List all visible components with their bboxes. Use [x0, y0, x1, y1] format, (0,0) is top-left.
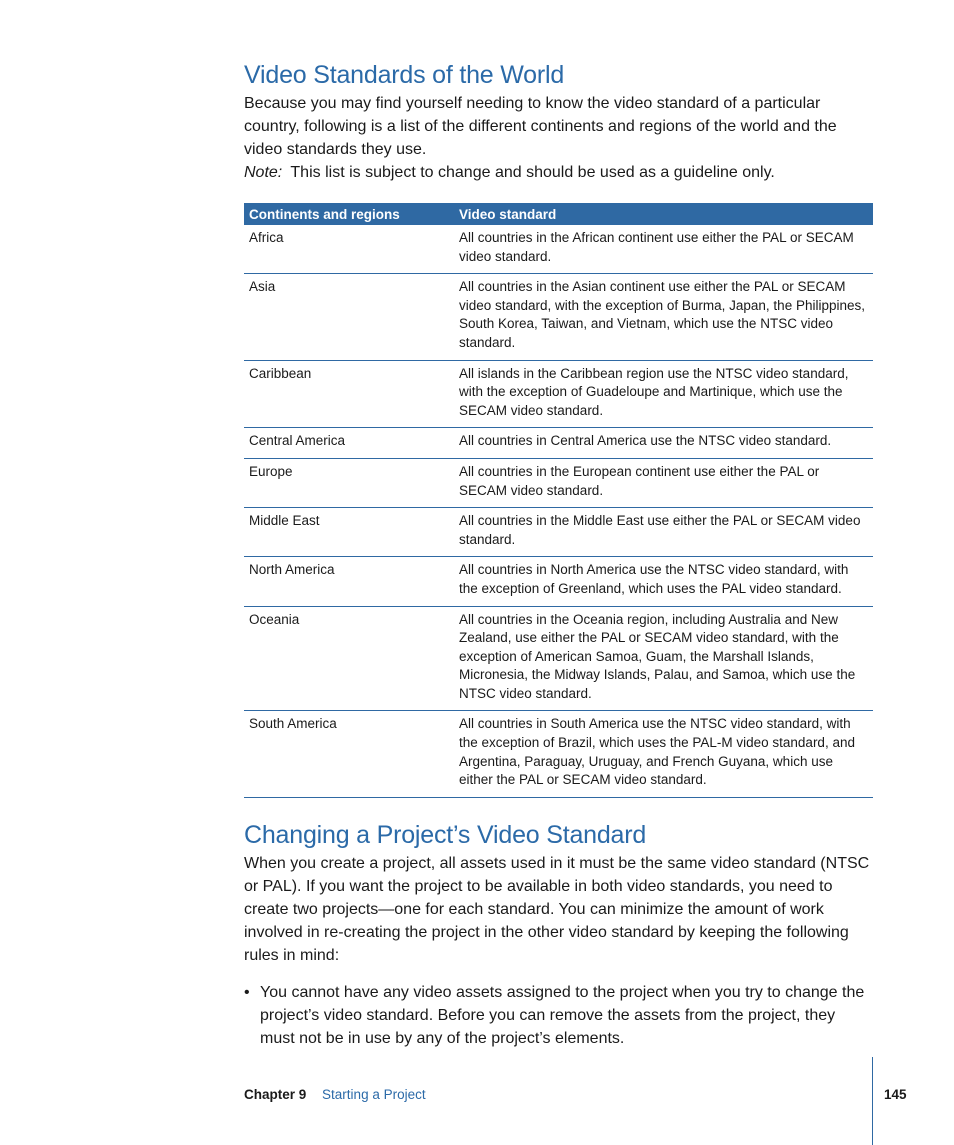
rules-list [244, 981, 874, 1050]
section-changing-standard [244, 818, 874, 1050]
page-footer [244, 1087, 426, 1102]
table-row [244, 225, 873, 274]
footer-chapter: Chapter 9 [244, 1087, 307, 1102]
standard-cell: All countries in South America use the NTSC video standard, with the exception of Brazil, which uses the PAL-M video standard, and Argentina, Paraguay, Uruguay, and French Guyana, which use either the PAL or SECAM video standard. [454, 711, 873, 797]
standard-cell: All countries in the Middle East use either the PAL or SECAM video standard. [454, 508, 873, 557]
table-row [244, 274, 873, 360]
note-paragraph [244, 161, 874, 184]
table-header-row [244, 203, 873, 225]
table-row [244, 428, 873, 459]
table-row [244, 360, 873, 428]
table-row [244, 711, 873, 797]
region-cell: Europe [244, 458, 454, 507]
standard-cell: All islands in the Caribbean region use the NTSC video standard, with the exception of Guadeloupe and Martinique, which use the SECAM video standard. [454, 360, 873, 428]
section-video-standards [244, 58, 874, 798]
note-text: This list is subject to change and should be used as a guideline only. [290, 164, 775, 181]
section-title-video-standards: Video Standards of the World [244, 61, 565, 89]
page-number: 145 [884, 1087, 907, 1102]
bullet-icon: • [244, 984, 250, 1001]
video-standards-table [244, 203, 873, 798]
table-row [244, 606, 873, 711]
table-row [244, 458, 873, 507]
region-cell: Caribbean [244, 360, 454, 428]
note-label: Note: [244, 164, 283, 181]
region-cell: Middle East [244, 508, 454, 557]
section-intro-paragraph: Because you may find yourself needing to know the video standard of a particular country, following is a list of the different continents and regions of the world and the video standards they use. [244, 95, 837, 158]
standard-cell: All countries in the Oceania region, including Australia and New Zealand, use either the PAL or SECAM video standard, with the exception of American Samoa, Guam, the Marshall Islands, Micronesia, the Midway Islands, Palau, and Samoa, which use the NTSC video standard. [454, 606, 873, 711]
table-row [244, 557, 873, 606]
region-cell: Africa [244, 225, 454, 274]
region-cell: Central America [244, 428, 454, 459]
region-cell: North America [244, 557, 454, 606]
standard-cell: All countries in the African continent use either the PAL or SECAM video standard. [454, 225, 873, 274]
column-header-standard: Video standard [454, 203, 873, 225]
standard-cell: All countries in the Asian continent use either the PAL or SECAM video standard, with the exception of Burma, Japan, the Philippines, South Korea, Taiwan, and Vietnam, which use the NTSC video standard. [454, 274, 873, 360]
list-item-text: You cannot have any video assets assigned to the project when you try to change the project’s video standard. Before you can remove the assets from the project, they must not be in use by any of the project’s elements. [260, 984, 865, 1047]
standard-cell: All countries in Central America use the NTSC video standard. [454, 428, 873, 459]
region-cell: Asia [244, 274, 454, 360]
list-item [244, 981, 874, 1050]
standard-cell: All countries in the European continent use either the PAL or SECAM video standard. [454, 458, 873, 507]
table-row [244, 508, 873, 557]
footer-section-link[interactable]: Starting a Project [322, 1087, 426, 1102]
footer-divider [872, 1057, 873, 1145]
section-title-changing-standard: Changing a Project’s Video Standard [244, 821, 647, 849]
region-cell: Oceania [244, 606, 454, 711]
region-cell: South America [244, 711, 454, 797]
standard-cell: All countries in North America use the NTSC video standard, with the exception of Greenland, which uses the PAL video standard. [454, 557, 873, 606]
column-header-regions: Continents and regions [244, 203, 454, 225]
section2-intro-paragraph: When you create a project, all assets used in it must be the same video standard (NTSC or PAL). If you want the project to be available in both video standards, you need to create two projects—one for each standard. You can minimize the amount of work involved in re-creating the project in the other video standard by keeping the following rules in mind: [244, 855, 870, 964]
